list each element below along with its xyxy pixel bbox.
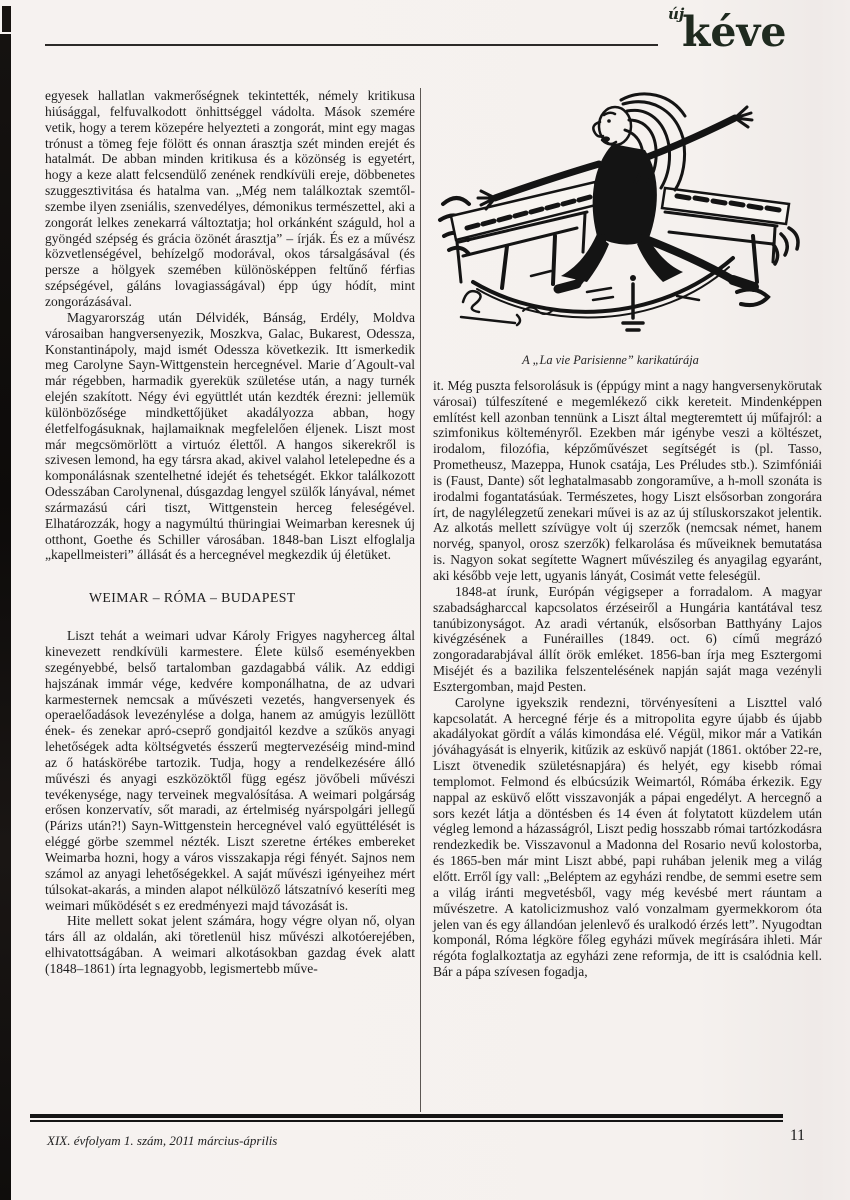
figure-caption: A „La vie Parisienne” karikatúrája xyxy=(522,353,699,367)
footer-issue-label: XIX. évfolyam 1. szám, 2011 március-április xyxy=(47,1133,278,1148)
column-divider-rule xyxy=(420,88,421,1112)
paragraph: 1848-at írunk, Európán végigseper a forradalom. A magyar szabadságharccal kapcsolatos érzéseiről a Hungária kantátával tesz tanúbizonyságot. Az aradi vértanúk, elsősorban Batthyány Lajos kivégzésének a Funérailles (1849. oct. 6) című megrázó zongoradarabjával állít örök emléket. 1856-ban írja meg Esztergomi Miséjét és a bazilika felszentelésének napján saját maga vezényli Esztergomban, majd Pesten. xyxy=(433,583,822,694)
paragraph: Hite mellett sokat jelent számára, hogy végre olyan nő, olyan társ áll az oldalán, aki töretlenül hisz művészi alkotóerejében, elhivatottságában. A weimari alkotásokban gazdag évek alatt (1848–1861) írta legnagyobb, legismertebb műve- xyxy=(45,913,415,976)
paragraph: it. Még puszta felsorolásuk is (éppúgy mint a nagy hangversenykörutak városai) túlfeszítené e megemlékező cikk kereteit. Mindenképpen említést kell azonban tennünk a Liszt által megteremtett új műfajról: a szimfonikus költeményről. Ezekben már igénybe veszi a költészet, irodalom, filozófia, képzőművészet segítségét is (pl. Tasso, Prometheusz, Mazeppa, Hunok csatája, Les Préludes stb.). Szimfóniái is (Faust, Dante) sőt leghatalmasabb zongoraműve, a h-moll szonáta is irodalmi fogantatásúak. Természetes, hogy Liszt elsősorban zongorára írt, de nagylélegzetű zenekari művei is az az új stíluskorszakot jelentik. Az alkotás mellett szívügye volt új szerzők (nemcsak német, hanem norvég, spanyol, orosz szerzők) felkarolása és műveiknek bemutatása is. Nagyon sokat segítette Wagnert művészileg és anyagilag egyaránt, aki később veje lett, ugyanis lányát, Cosimát vette feleségül. xyxy=(433,377,822,583)
magazine-logo xyxy=(668,6,828,64)
section-heading: WEIMAR – RÓMA – BUDAPEST xyxy=(89,590,296,606)
footer-rule-thick-line xyxy=(30,1114,783,1118)
scan-artifact-mark xyxy=(2,6,11,32)
logo-title: kéve xyxy=(682,8,787,56)
paragraph: egyesek hallatlan vakmerőségnek tekintették, némely kritikusa hiúsággal, felfuvalkodott önhittséggel vádolta. Mások szemére vetik, hogy a terem közepére helyezteti a zongorát, mint egy magas trónust a tömeg feje fölött és onnan árasztja szét minden erejét és hatalmát. De abban minden kritikusa és a közönség is egyetért, hogy a keze alatt felcsendülő zenének rendkívüli ereje, döbbenetes szuggesztivitása és hatalma van. „Még nem találkoztak szemtől-szembe ilyen zseniális, szenvedélyes, démonikus természettel, aki a zongorát lelkes zenekarrá változtatja; hol orkánként száguld, hol a gyöngéd szépség és grácia özönét árasztja” – írják. És ez a művész közvetlenségével, behízelgő modorával, okos társalgásával (és persze a hölgyek szemében különösképpen feltűnő férfias szépségével, gáláns lovagiasságával) épp úgy hódít, mint zongorázásával. xyxy=(45,88,415,309)
scanned-book-edge xyxy=(0,34,11,1200)
paragraph: Magyarország után Délvidék, Bánság, Erdély, Moldva városaiban hangversenyezik, Moszkva, Galac, Bukarest, Odessza, Konstantinápoly, majd ismét Odessza következik. Itt ismerkedik meg Carolyne Sayn-Wittgenstein hercegnével. Marie d´Agoult-val már régebben, harmadik gyerekük születése után, a nagy turnék elején szakított. Négy évi együttlét után kezdték érezni: jellemük különbözősége mindkettőjüket akadályozza abban, hogy életfelfogásuknak, hajlamaiknak megfelelően éljenek. Liszt most már megcsömörlött a virtuóz élettől. A hangos sikerekről is szivesen lemond, ha egy társra akad, akivel valahol letelepedne és a komponálásnak szentelhetné idejét és tehetségét. Ekkor találkozott Odesszában Carolynenal, dúsgazdag lengyel szülők lányával, német származású cári tiszt, Wittgenstein herceg feleségével. Elhatározzák, hogy a nagymúltú thüringiai Weimarban keresnek új otthont, Goethe és Schiller városában. 1848-ban Liszt elfoglalja „kapellmeisteri” állását és a hercegnével megkezdik új életüket. xyxy=(45,309,415,563)
footer-rule xyxy=(30,1114,783,1122)
paragraph: Carolyne igyekszik rendezni, törvényesíteni a Liszttel való kapcsolatát. A hercegné férje és a mitropolita egyre újabb és újabb akadályokat gördít a válás kimondása elé. Végül, mikor már a Vatikán jóváhagyását is elnyerik, kitűzik az esküvő napját (1861. október 22-re, Liszt ötvenedik születésnapjára) és helyét, egy kisebb római templomot. Felmond és elbúcsúzik Weimartól, Rómába érkezik. Egy nappal az esküvő előtt visszavonják a pápai engedélyt. A hercegnő a sors kezét látja a döntésben és 14 éven át folytatott küzdelem után végleg lemond a házasságról, Liszt pedig hosszabb római tartózkodásra rendezkedik be. Visszavonul a Madonna del Rosario nevű kolostorba, és 1865-ben már mint Liszt abbé, papi ruhában jelenik meg a világ előtt. Erről így vall: „Beléptem az egyházi rendbe, de semmi esetre sem a világ iránti megvetésből, vagy még kevésbé mert ráuntam a művészetre. A katolicizmushoz való vonzalmam gyermekkorom óta jelen van és egy állandóan jelenlevő és uralkodó érzés lett”. Nyugodtan komponál, Róma légköre főleg egyházi művek megírására ihleti. Már régóta foglalkoztatja az egyházi zene reformja, de itt is csalódnia kell. Bár a pápa szívesen fogadja, xyxy=(433,694,822,980)
logo-prefix: új xyxy=(668,5,685,23)
footer-rule-thin-line xyxy=(30,1120,783,1122)
header-rule xyxy=(45,44,658,46)
paragraph: Liszt tehát a weimari udvar Károly Frigyes nagyherceg által kinevezett rendkívüli karmestere. Élete külső eseményekben szegényebbé, belső tartalomban gazdagabbá válik. Az eddigi hajszának immár vége, kedvére komponálhatna, de az udvari karmesternek nemcsak a művészeti vezetés, hangversenyek és operaelőadások levezénylése a dolga, hanem az amúgyis lezüllött ének- és zenekar apró-cseprő gondjaitól kezdve a szűkös anyagi lehetőségek adta költségvetés ésszerű megtervezéséig mind-mind az ő hatáskörébe tartozik. Tudja, hogy a rendelkezésére álló művészi és anyagi eszközöktől függ egész jövőbeli művészi tevékenysége, nagy terveinek megvalósítása. A weimari polgárság erősen konzervatív, sőt maradi, az értelmiség nyárspolgári jellegű (Párizs után?!) Sayn-Wittgenstein hercegnével való együttélését is eléggé görbe szemmel nézték. Liszt szeretne értékes embereket Weimarba hozni, hogy a város visszakapja régi fényét. Sajnos nem számol az anyagi lehetőségekkel. A saját művészi igényeihez mért túlsokat-akarás, a minden alapot nélkülöző látszatnívó keseríti meg weimari működését s ez eredményezi majd távozását is. xyxy=(45,628,415,913)
figure xyxy=(433,86,822,369)
article-left-column xyxy=(45,88,415,977)
footer-page-number: 11 xyxy=(790,1127,805,1144)
article-right-column xyxy=(433,86,822,980)
liszt-caricature-illustration xyxy=(435,86,809,348)
